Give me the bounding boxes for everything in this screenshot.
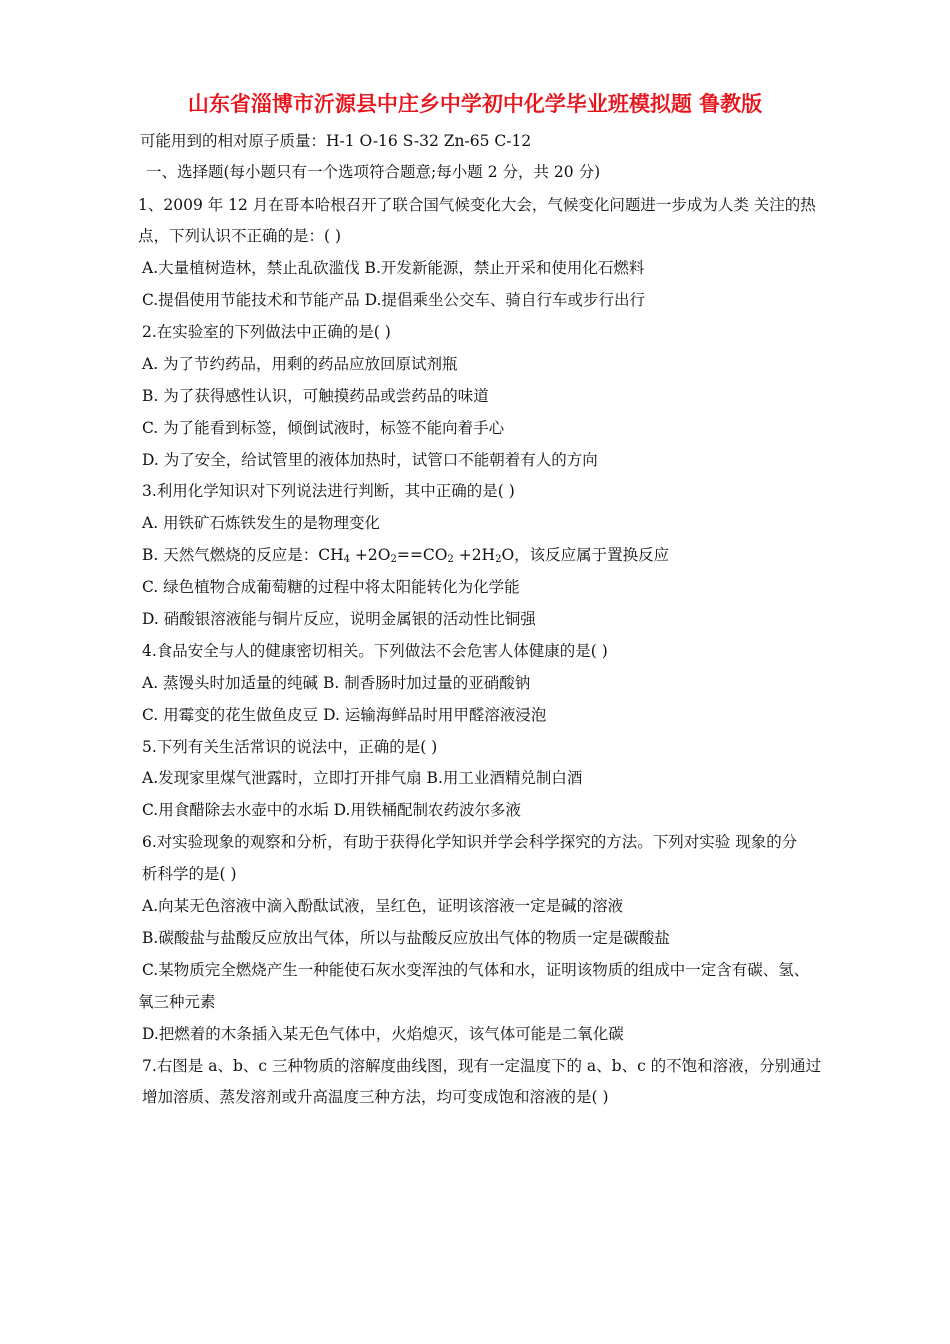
- question-7-stem: 7.右图是 a、b、c 三种物质的溶解度曲线图，现有一定温度下的 a、b、c 的不饱和溶液，分别通过: [142, 1057, 822, 1075]
- question-1-stem-cont: 点，下列认识不正确的是：( ): [138, 227, 342, 245]
- question-6-stem-cont: 析科学的是( ): [142, 865, 237, 883]
- question-5-options-ab: A.发现家里煤气泄露时，立即打开排气扇 B.用工业酒精兑制白酒: [142, 769, 583, 787]
- question-3-option-b: [142, 545, 669, 570]
- question-2-option-c: C. 为了能看到标签，倾倒试液时，标签不能向着手心: [142, 419, 505, 437]
- question-3-option-d: D. 硝酸银溶液能与铜片反应，说明金属银的活动性比铜强: [142, 610, 536, 628]
- document-title: 山东省淄博市沂源县中庄乡中学初中化学毕业班模拟题 鲁教版: [187, 92, 763, 116]
- question-2-option-d: D. 为了安全，给试管里的液体加热时，试管口不能朝着有人的方向: [142, 451, 598, 469]
- question-1-options-cd: C.提倡使用节能技术和节能产品 D.提倡乘坐公交车、骑自行车或步行出行: [142, 291, 645, 309]
- formula-part: +2O: [350, 546, 391, 564]
- question-6-option-b: B.碳酸盐与盐酸反应放出气体，所以与盐酸反应放出气体的物质一定是碳酸盐: [142, 929, 670, 947]
- question-3-option-a: A. 用铁矿石炼铁发生的是物理变化: [142, 514, 381, 532]
- question-2-option-b: B. 为了获得感性认识，可触摸药品或尝药品的味道: [142, 387, 489, 405]
- question-1-stem: 1、2009 年 12 月在哥本哈根召开了联合国气候变化大会，气候变化问题进一步成为人类 关注的热: [138, 196, 816, 214]
- question-4-options-cd: C. 用霉变的花生做鱼皮豆 D. 运输海鲜品时用甲醛溶液浸泡: [142, 706, 547, 724]
- subscript: 2: [495, 554, 502, 565]
- question-6-option-c-cont: 氧三种元素: [138, 993, 216, 1011]
- subscript: 2: [447, 554, 454, 565]
- question-1-options-ab: A.大量植树造林，禁止乱砍滥伐 B.开发新能源，禁止开采和使用化石燃料: [142, 259, 645, 277]
- question-3-option-c: C. 绿色植物合成葡萄糖的过程中将太阳能转化为化学能: [142, 578, 520, 596]
- subscript: 2: [390, 554, 397, 565]
- question-5-options-cd: C.用食醋除去水壶中的水垢 D.用铁桶配制农药波尔多液: [142, 801, 521, 819]
- question-6-option-a: A.向某无色溶液中滴入酚酞试液，呈红色，证明该溶液一定是碱的溶液: [142, 897, 624, 915]
- question-7-stem-cont: 增加溶质、蒸发溶剂或升高温度三种方法，均可变成饱和溶液的是( ): [142, 1088, 609, 1106]
- formula-part: ==CO: [396, 546, 448, 564]
- question-3-stem: 3.利用化学知识对下列说法进行判断，其中正确的是( ): [142, 482, 515, 500]
- question-5-stem: 5.下列有关生活常识的说法中，正确的是( ): [142, 738, 438, 756]
- subscript: 4: [343, 554, 350, 565]
- option-b-suffix: O，该反应属于置换反应: [501, 546, 670, 564]
- question-6-stem: 6.对实验现象的观察和分析，有助于获得化学知识并学会科学探究的方法。下列对实验 现象的分: [142, 833, 798, 851]
- question-4-options-ab: A. 蒸馒头时加适量的纯碱 B. 制香肠时加过量的亚硝酸钠: [142, 674, 531, 692]
- option-b-prefix: B. 天然气燃烧的反应是：CH: [142, 546, 344, 564]
- formula-part: +2H: [453, 546, 496, 564]
- question-4-stem: 4.食品安全与人的健康密切相关。下列做法不会危害人体健康的是( ): [142, 642, 608, 660]
- question-2-stem: 2.在实验室的下列做法中正确的是( ): [142, 323, 391, 341]
- question-6-option-d: D.把燃着的木条插入某无色气体中，火焰熄灭，该气体可能是二氧化碳: [142, 1025, 624, 1043]
- question-6-option-c: C.某物质完全燃烧产生一种能使石灰水变浑浊的气体和水，证明该物质的组成中一定含有碳、氢、: [142, 961, 810, 979]
- section-header: 一、选择题(每小题只有一个选项符合题意;每小题 2 分，共 20 分): [146, 163, 601, 181]
- atomic-masses-note: 可能用到的相对原子质量：H-1 O-16 S-32 Zn-65 C-12: [140, 132, 532, 150]
- question-2-option-a: A. 为了节约药品，用剩的药品应放回原试剂瓶: [142, 355, 458, 373]
